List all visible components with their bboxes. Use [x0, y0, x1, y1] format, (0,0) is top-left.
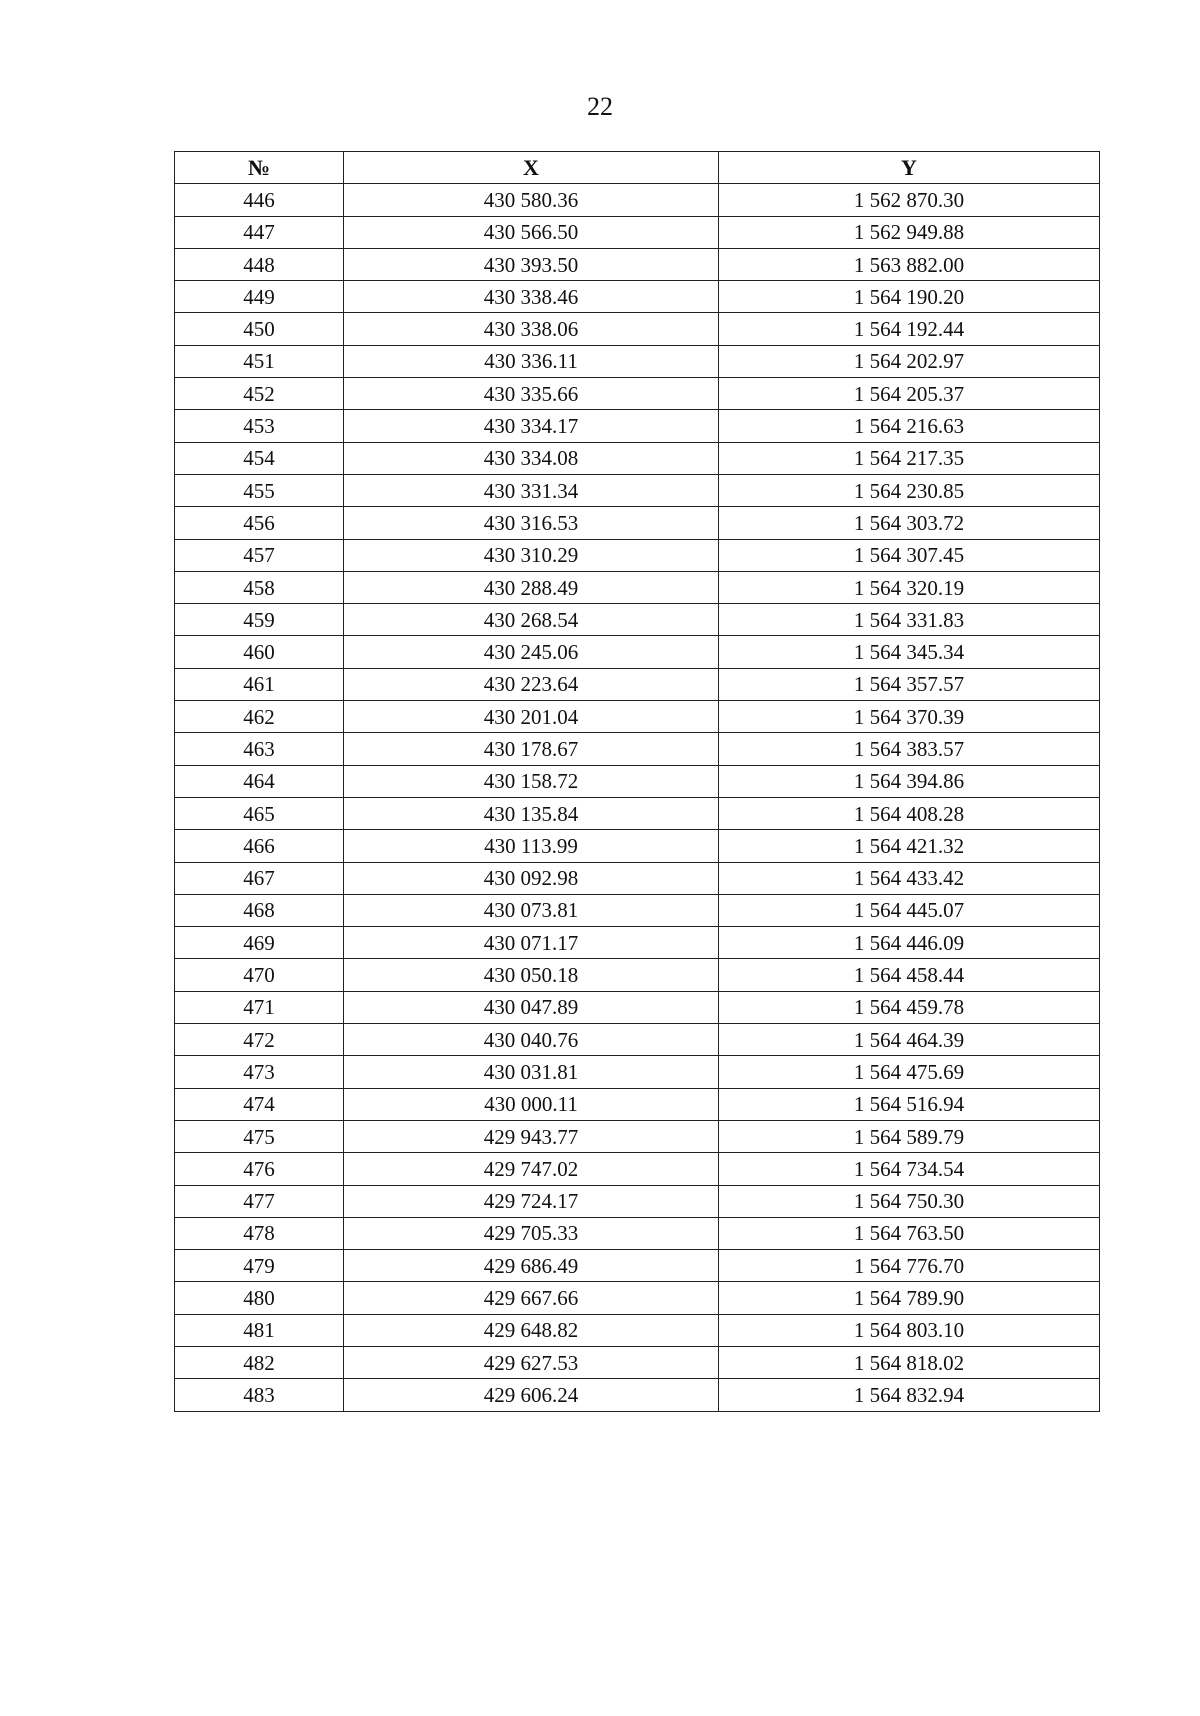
x-coordinate-cell: 430 158.72	[344, 765, 719, 797]
x-coordinate-cell: 429 686.49	[344, 1250, 719, 1282]
y-coordinate-cell: 1 564 383.57	[719, 733, 1100, 765]
x-coordinate-cell: 430 092.98	[344, 862, 719, 894]
table-row	[175, 571, 1100, 603]
table-row	[175, 636, 1100, 668]
x-coordinate-cell: 430 566.50	[344, 216, 719, 248]
point-number-cell: 464	[175, 765, 344, 797]
x-coordinate-cell: 429 648.82	[344, 1314, 719, 1346]
table-row	[175, 927, 1100, 959]
x-coordinate-cell: 430 031.81	[344, 1056, 719, 1088]
x-coordinate-cell: 429 724.17	[344, 1185, 719, 1217]
x-coordinate-cell: 430 245.06	[344, 636, 719, 668]
table-row	[175, 474, 1100, 506]
table-row	[175, 1346, 1100, 1378]
y-coordinate-cell: 1 564 818.02	[719, 1346, 1100, 1378]
table-row	[175, 313, 1100, 345]
point-number-cell: 462	[175, 701, 344, 733]
point-number-cell: 463	[175, 733, 344, 765]
coordinates-table	[174, 151, 1100, 1412]
table-row	[175, 184, 1100, 216]
point-number-cell: 458	[175, 571, 344, 603]
table-row	[175, 1314, 1100, 1346]
table-row	[175, 1120, 1100, 1152]
y-coordinate-cell: 1 564 750.30	[719, 1185, 1100, 1217]
y-coordinate-cell: 1 564 307.45	[719, 539, 1100, 571]
table-row	[175, 894, 1100, 926]
table-row	[175, 959, 1100, 991]
x-coordinate-cell: 430 580.36	[344, 184, 719, 216]
table-row	[175, 345, 1100, 377]
x-coordinate-cell: 430 331.34	[344, 474, 719, 506]
y-coordinate-cell: 1 564 202.97	[719, 345, 1100, 377]
point-number-cell: 449	[175, 281, 344, 313]
x-coordinate-cell: 429 667.66	[344, 1282, 719, 1314]
y-coordinate-cell: 1 564 370.39	[719, 701, 1100, 733]
table-row	[175, 442, 1100, 474]
point-number-cell: 471	[175, 991, 344, 1023]
y-coordinate-cell: 1 564 445.07	[719, 894, 1100, 926]
y-coordinate-cell: 1 564 763.50	[719, 1217, 1100, 1249]
header-y: Y	[719, 152, 1100, 184]
y-coordinate-cell: 1 564 357.57	[719, 668, 1100, 700]
point-number-cell: 450	[175, 313, 344, 345]
x-coordinate-cell: 430 338.46	[344, 281, 719, 313]
point-number-cell: 448	[175, 248, 344, 280]
x-coordinate-cell: 430 268.54	[344, 604, 719, 636]
x-coordinate-cell: 429 606.24	[344, 1379, 719, 1411]
table-row	[175, 216, 1100, 248]
point-number-cell: 478	[175, 1217, 344, 1249]
y-coordinate-cell: 1 564 205.37	[719, 378, 1100, 410]
point-number-cell: 466	[175, 830, 344, 862]
x-coordinate-cell: 430 178.67	[344, 733, 719, 765]
point-number-cell: 461	[175, 668, 344, 700]
y-coordinate-cell: 1 564 589.79	[719, 1120, 1100, 1152]
x-coordinate-cell: 430 338.06	[344, 313, 719, 345]
x-coordinate-cell: 430 000.11	[344, 1088, 719, 1120]
y-coordinate-cell: 1 564 516.94	[719, 1088, 1100, 1120]
table-row	[175, 248, 1100, 280]
x-coordinate-cell: 430 316.53	[344, 507, 719, 539]
table-row	[175, 281, 1100, 313]
point-number-cell: 483	[175, 1379, 344, 1411]
x-coordinate-cell: 430 335.66	[344, 378, 719, 410]
table-row	[175, 733, 1100, 765]
y-coordinate-cell: 1 564 459.78	[719, 991, 1100, 1023]
header-row	[175, 152, 1100, 184]
point-number-cell: 451	[175, 345, 344, 377]
y-coordinate-cell: 1 564 217.35	[719, 442, 1100, 474]
x-coordinate-cell: 430 073.81	[344, 894, 719, 926]
x-coordinate-cell: 430 047.89	[344, 991, 719, 1023]
table-row	[175, 410, 1100, 442]
point-number-cell: 474	[175, 1088, 344, 1120]
x-coordinate-cell: 429 705.33	[344, 1217, 719, 1249]
point-number-cell: 457	[175, 539, 344, 571]
point-number-cell: 453	[175, 410, 344, 442]
x-coordinate-cell: 430 050.18	[344, 959, 719, 991]
x-coordinate-cell: 430 336.11	[344, 345, 719, 377]
table-row	[175, 507, 1100, 539]
y-coordinate-cell: 1 564 734.54	[719, 1153, 1100, 1185]
point-number-cell: 456	[175, 507, 344, 539]
y-coordinate-cell: 1 562 949.88	[719, 216, 1100, 248]
y-coordinate-cell: 1 564 789.90	[719, 1282, 1100, 1314]
y-coordinate-cell: 1 564 776.70	[719, 1250, 1100, 1282]
point-number-cell: 480	[175, 1282, 344, 1314]
point-number-cell: 467	[175, 862, 344, 894]
table-row	[175, 1282, 1100, 1314]
point-number-cell: 476	[175, 1153, 344, 1185]
x-coordinate-cell: 430 288.49	[344, 571, 719, 603]
point-number-cell: 470	[175, 959, 344, 991]
y-coordinate-cell: 1 564 464.39	[719, 1024, 1100, 1056]
table-row	[175, 378, 1100, 410]
y-coordinate-cell: 1 564 192.44	[719, 313, 1100, 345]
y-coordinate-cell: 1 564 345.34	[719, 636, 1100, 668]
table-row	[175, 765, 1100, 797]
x-coordinate-cell: 429 627.53	[344, 1346, 719, 1378]
point-number-cell: 481	[175, 1314, 344, 1346]
point-number-cell: 465	[175, 797, 344, 829]
table-row	[175, 1024, 1100, 1056]
x-coordinate-cell: 430 223.64	[344, 668, 719, 700]
point-number-cell: 469	[175, 927, 344, 959]
point-number-cell: 446	[175, 184, 344, 216]
table-row	[175, 1185, 1100, 1217]
table-row	[175, 604, 1100, 636]
point-number-cell: 447	[175, 216, 344, 248]
point-number-cell: 460	[175, 636, 344, 668]
y-coordinate-cell: 1 564 433.42	[719, 862, 1100, 894]
table-row	[175, 862, 1100, 894]
table-row	[175, 1379, 1100, 1411]
point-number-cell: 477	[175, 1185, 344, 1217]
y-coordinate-cell: 1 564 458.44	[719, 959, 1100, 991]
y-coordinate-cell: 1 564 421.32	[719, 830, 1100, 862]
x-coordinate-cell: 430 071.17	[344, 927, 719, 959]
x-coordinate-cell: 430 310.29	[344, 539, 719, 571]
y-coordinate-cell: 1 564 394.86	[719, 765, 1100, 797]
x-coordinate-cell: 429 747.02	[344, 1153, 719, 1185]
x-coordinate-cell: 429 943.77	[344, 1120, 719, 1152]
header-x: X	[344, 152, 719, 184]
table-row	[175, 797, 1100, 829]
x-coordinate-cell: 430 334.17	[344, 410, 719, 442]
y-coordinate-cell: 1 564 320.19	[719, 571, 1100, 603]
y-coordinate-cell: 1 564 216.63	[719, 410, 1100, 442]
point-number-cell: 473	[175, 1056, 344, 1088]
y-coordinate-cell: 1 564 331.83	[719, 604, 1100, 636]
table-row	[175, 830, 1100, 862]
table-row	[175, 668, 1100, 700]
y-coordinate-cell: 1 564 803.10	[719, 1314, 1100, 1346]
x-coordinate-cell: 430 135.84	[344, 797, 719, 829]
table-body	[175, 184, 1100, 1411]
table-row	[175, 991, 1100, 1023]
x-coordinate-cell: 430 393.50	[344, 248, 719, 280]
y-coordinate-cell: 1 564 230.85	[719, 474, 1100, 506]
table-row	[175, 701, 1100, 733]
point-number-cell: 468	[175, 894, 344, 926]
y-coordinate-cell: 1 564 408.28	[719, 797, 1100, 829]
point-number-cell: 459	[175, 604, 344, 636]
point-number-cell: 472	[175, 1024, 344, 1056]
table-row	[175, 1056, 1100, 1088]
table-row	[175, 1088, 1100, 1120]
y-coordinate-cell: 1 564 832.94	[719, 1379, 1100, 1411]
table-header	[175, 152, 1100, 184]
table-row	[175, 1217, 1100, 1249]
point-number-cell: 482	[175, 1346, 344, 1378]
x-coordinate-cell: 430 201.04	[344, 701, 719, 733]
table-row	[175, 539, 1100, 571]
x-coordinate-cell: 430 040.76	[344, 1024, 719, 1056]
point-number-cell: 479	[175, 1250, 344, 1282]
point-number-cell: 475	[175, 1120, 344, 1152]
point-number-cell: 455	[175, 474, 344, 506]
point-number-cell: 452	[175, 378, 344, 410]
table-row	[175, 1250, 1100, 1282]
y-coordinate-cell: 1 563 882.00	[719, 248, 1100, 280]
header-number: №	[175, 152, 344, 184]
page-number: 22	[587, 92, 613, 121]
x-coordinate-cell: 430 113.99	[344, 830, 719, 862]
y-coordinate-cell: 1 564 446.09	[719, 927, 1100, 959]
x-coordinate-cell: 430 334.08	[344, 442, 719, 474]
y-coordinate-cell: 1 564 303.72	[719, 507, 1100, 539]
table-row	[175, 1153, 1100, 1185]
y-coordinate-cell: 1 564 475.69	[719, 1056, 1100, 1088]
y-coordinate-cell: 1 562 870.30	[719, 184, 1100, 216]
y-coordinate-cell: 1 564 190.20	[719, 281, 1100, 313]
point-number-cell: 454	[175, 442, 344, 474]
